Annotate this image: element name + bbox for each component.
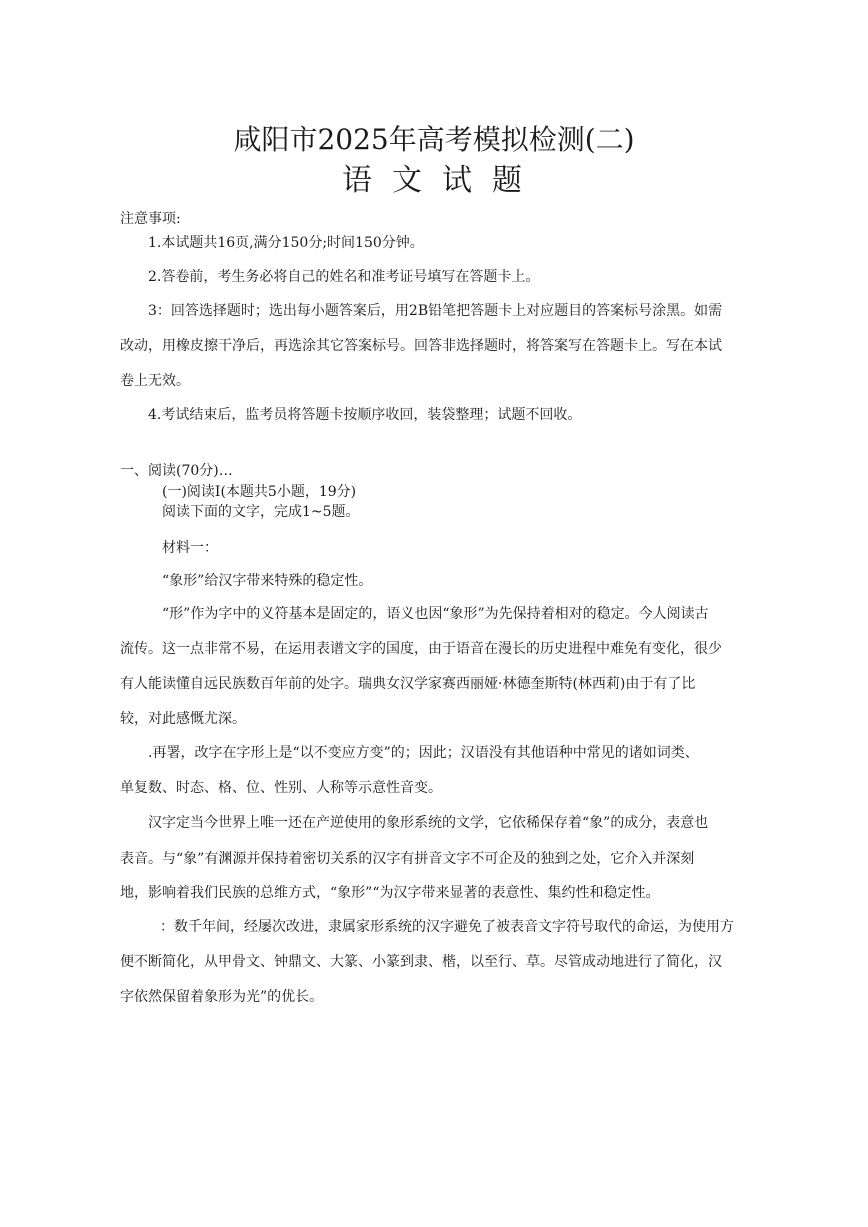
passage-paragraph-2-line-3: 有人能读懂自远民族数百年前的处字。瑞典女汉学家赛西丽娅·林德奎斯特(林西莉)由于有了比 xyxy=(120,676,696,692)
passage-paragraph-5-line-2: 便不断简化，从甲骨文、钟鼎文、大篆、小篆到隶、楷，以至行、草。尽管成动地进行了简化，汉 xyxy=(120,954,722,970)
passage-paragraph-4-line-3: 地，影响着我们民族的总维方式，“象形”“为汉字带来显著的表意性、集约性和稳定性。 xyxy=(120,885,660,901)
section-heading: 一、阅读(70分)… xyxy=(120,463,233,479)
material-label: 材料一： xyxy=(162,540,218,556)
passage-paragraph-5-line-1: ：数千年间，经屡次改进，隶属家形系统的汉字避免了被表音文字符号取代的命运，为使用方 xyxy=(160,919,734,935)
section-subheading: (一)阅读Ⅰ(本题共5小题，19分) xyxy=(162,484,357,500)
passage-paragraph-5-line-3: 字依然保留着象形为光”的优长。 xyxy=(120,989,324,1005)
exam-title: 咸阳市2025年高考模拟检测(二) xyxy=(233,123,635,156)
notice-item-3-line-3: 卷上无效。 xyxy=(120,373,190,389)
passage-paragraph-2-line-4: 较，对此感慨尤深。 xyxy=(120,711,246,727)
passage-paragraph-3-line-2: 单复数、时态、格、位、性别、人称等示意性音变。 xyxy=(120,780,442,796)
notice-item-2: 2.答卷前，考生务必将自己的姓名和准考证号填写在答题卡上。 xyxy=(148,269,540,285)
notice-item-4: 4.考试结束后，监考员将答题卡按顺序收回，装袋整理；试题不回收。 xyxy=(148,407,582,423)
passage-paragraph-4-line-2: 表音。与“象”有渊源并保持着密切关系的汉字有拼音文字不可企及的独到之处，它介入并深刻 xyxy=(120,851,695,867)
passage-paragraph-1: “象形”给汉字带来特殊的稳定性。 xyxy=(162,573,373,589)
notice-heading: 注意事项: xyxy=(120,211,181,227)
passage-paragraph-2-line-1: “形”作为字中的义符基本是固定的，语义也因“象形”为先保持着相对的稳定。今人阅读古 xyxy=(162,606,709,622)
notice-item-3-line-1: 3：回答选择题时；选出每小题答案后，用2B铅笔把答题卡上对应题目的答案标号涂黑。如需 xyxy=(148,303,723,319)
notice-item-3-line-2: 改动，用橡皮擦干净后，再选涂其它答案标号。回答非选择题时，将答案写在答题卡上。写在本试 xyxy=(120,338,722,354)
passage-paragraph-4-line-1: 汉字定当今世界上唯一还在产逆使用的象形系统的文学，它依稀保存着“象”的成分，表意也 xyxy=(148,815,709,831)
subject-title: 语文试题 xyxy=(342,163,542,198)
passage-paragraph-2-line-2: 流传。这一点非常不易，在运用表谱文字的国度，由于语音在漫长的历史进程中难免有变化，很少 xyxy=(120,641,722,657)
notice-item-1: 1.本试题共16页,满分150分;时间150分钟。 xyxy=(148,235,424,251)
section-instruction: 阅读下面的文字，完成1~5题。 xyxy=(162,504,360,520)
passage-paragraph-3-line-1: .再署，改字在字形上是“以不变应方变”的；因此；汉语没有其他语种中常见的诸如词类、 xyxy=(148,745,699,761)
